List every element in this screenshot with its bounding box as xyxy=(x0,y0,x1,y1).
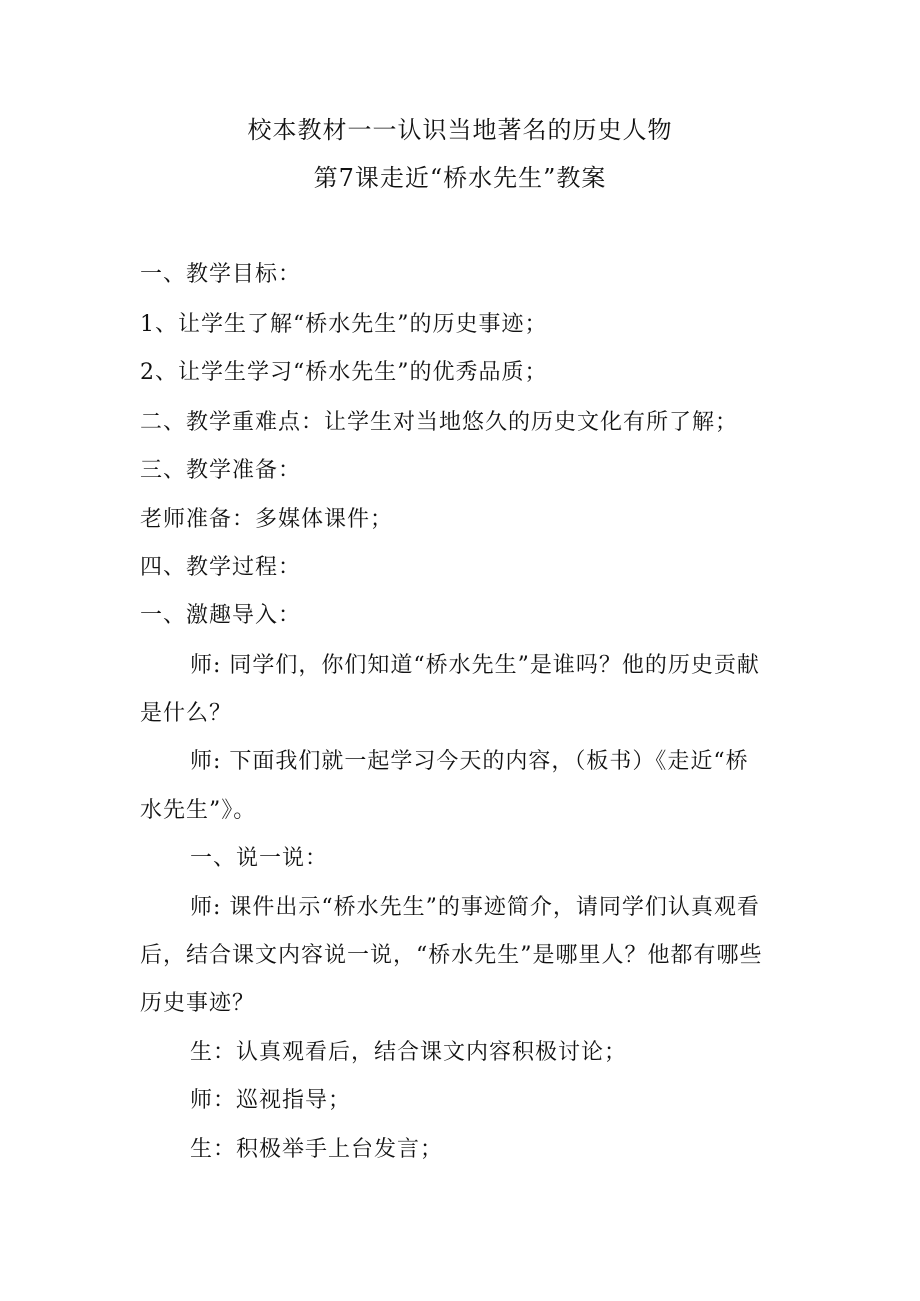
subsection-heading-discussion: 一、说一说： xyxy=(190,846,329,871)
objective-item-1: 1、让学生了解“桥水先生”的历史事迹； xyxy=(140,312,548,337)
paragraph-line: 师: 下面我们就一起学习今天的内容，（板书）《走近“桥 xyxy=(190,749,749,774)
paragraph-line: 生：积极举手上台发言； xyxy=(190,1137,444,1162)
paragraph-line: 是什么？ xyxy=(140,701,233,726)
section-heading-key-points: 二、教学重难点：让学生对当地悠久的历史文化有所了解； xyxy=(140,410,739,435)
section-heading-preparation: 三、教学准备： xyxy=(140,458,302,483)
paragraph-line: 师: 同学们，你们知道“桥水先生”是谁吗？他的历史贡献 xyxy=(190,653,760,678)
objective-item-2: 2、让学生学习“桥水先生”的优秀品质； xyxy=(140,360,548,385)
paragraph-line: 后，结合课文内容说一说，“桥水先生”是哪里人？他都有哪些 xyxy=(140,943,763,968)
paragraph-line: 师：巡视指导； xyxy=(190,1088,352,1113)
section-heading-process: 四、教学过程： xyxy=(140,555,302,580)
paragraph-line: 历史事迹？ xyxy=(140,991,256,1016)
subsection-heading-introduction: 一、激趣导入： xyxy=(140,603,302,628)
paragraph-line: 水先生”》。 xyxy=(140,798,257,823)
lesson-title: 第7课走近“桥水先生”教案 xyxy=(313,164,607,192)
document-title: 校本教材一一认识当地著名的历史人物 xyxy=(247,116,673,144)
section-heading-objectives: 一、教学目标： xyxy=(140,262,302,287)
preparation-item: 老师准备：多媒体课件； xyxy=(140,507,394,532)
paragraph-line: 师: 课件出示“桥水先生”的事迹简介，请同学们认真观看 xyxy=(190,895,760,920)
paragraph-line: 生：认真观看后，结合课文内容积极讨论； xyxy=(190,1040,628,1065)
